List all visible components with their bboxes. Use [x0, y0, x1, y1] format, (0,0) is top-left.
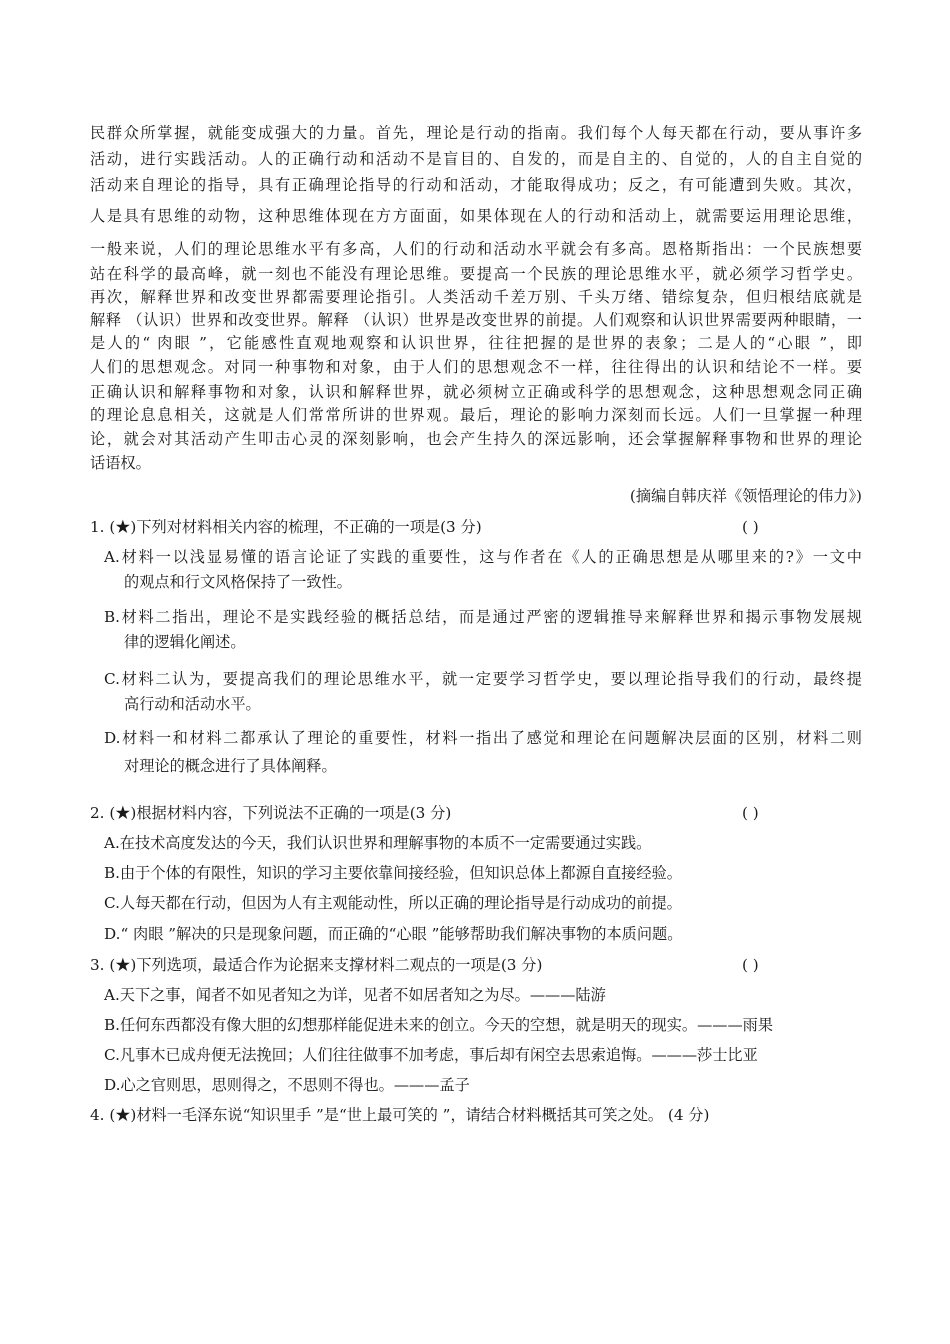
answer-bracket[interactable]: ( )	[742, 956, 759, 974]
q1-option-a-cont: 的观点和行文风格保持了一致性。	[124, 573, 352, 591]
q2-option-c: C.人每天都在行动，但因为人有主观能动性，所以正确的理论指导是行动成功的前提。	[104, 894, 682, 912]
q1-option-a: A.材料一以浅显易懂的语言论证了实践的重要性，这与作者在《人的正确思想是从哪里来的?》一文中	[104, 548, 862, 566]
passage-line: 解释 （认识）世界和改变世界。解释 （认识）世界是改变世界的前提。人们观察和认识世界需要两种眼睛，一	[90, 311, 862, 329]
passage-line: 再次，解释世界和改变世界都需要理论指引。人类活动千差万别、千头万绪、错综复杂，但归根结底就是	[90, 288, 862, 306]
q3-option-a: A.天下之事，闻者不如见者知之为详，见者不如居者知之为尽。———陆游	[104, 986, 606, 1004]
q2-option-b: B.由于个体的有限性，知识的学习主要依靠间接经验，但知识总体上都源自直接经验。	[104, 864, 682, 882]
passage-source: (摘编自韩庆祥《领悟理论的伟力》)	[629, 487, 862, 505]
q2-option-d: D.“ 肉眼 ”解决的只是现象问题，而正确的“心眼 ”能够帮助我们解决事物的本质问题。	[104, 925, 683, 943]
q3-option-b: B.任何东西都没有像大胆的幻想那样能促进未来的创立。今天的空想，就是明天的现实。———雨果	[104, 1016, 774, 1034]
q1-option-d-cont: 对理论的概念进行了具体阐释。	[124, 757, 337, 775]
question-2-stem: 2. (★)根据材料内容，下列说法不正确的一项是(3 分)	[90, 804, 452, 822]
passage-line: 站在科学的最高峰，就一刻也不能没有理论思维。要提高一个民族的理论思维水平，就必须学习哲学史。	[90, 265, 862, 283]
question-1-stem: 1. (★)下列对材料相关内容的梳理，不正确的一项是(3 分)	[90, 518, 482, 536]
answer-bracket[interactable]: ( )	[742, 518, 759, 536]
q1-option-b-cont: 律的逻辑化阐述。	[124, 633, 246, 651]
q3-option-c: C.凡事木已成舟便无法挽回；人们往往做事不加考虑，事后却有闲空去思索追悔。———莎士比亚	[104, 1046, 758, 1064]
passage-line: 活动，进行实践活动。人的正确行动和活动不是盲目的、自发的，而是自主的、自觉的，人的自主自觉的	[90, 150, 862, 168]
passage-line: 的理论息息相关，这就是人们常常所讲的世界观。最后，理论的影响力深刻而长远。人们一旦掌握一种理	[90, 406, 862, 424]
q3-option-d: D.心之官则思，思则得之，不思则不得也。———孟子	[104, 1076, 470, 1094]
passage-line: 人是具有思维的动物，这种思维体现在方方面面，如果体现在人的行动和活动上，就需要运用理论思维，	[90, 207, 862, 225]
passage-line: 人们的思想观念。对同一种事物和对象，由于人们的思想观念不一样，往往得出的认识和结论不一样。要	[90, 358, 862, 376]
q1-option-c: C.材料二认为，要提高我们的理论思维水平，就一定要学习哲学史，要以理论指导我们的行动，最终提	[104, 670, 862, 688]
q1-option-b: B.材料二指出，理论不是实践经验的概括总结，而是通过严密的逻辑推导来解释世界和揭示事物发展规	[104, 608, 862, 626]
passage-line: 活动来自理论的指导，具有正确理论指导的行动和活动，才能取得成功；反之，有可能遭到失败。其次，	[90, 176, 862, 194]
passage-line: 正确认识和解释事物和对象，认识和解释世界，就必须树立正确或科学的思想观念，这种思想观念同正确	[90, 383, 862, 401]
passage-line: 一般来说，人们的理论思维水平有多高，人们的行动和活动水平就会有多高。恩格斯指出：一个民族想要	[90, 240, 862, 258]
passage-line: 是人的“ 肉眼 ”，它能感性直观地观察和认识世界，往往把握的是世界的表象；二是人的“心眼 ”，即	[90, 334, 862, 352]
passage-line: 民群众所掌握，就能变成强大的力量。首先，理论是行动的指南。我们每个人每天都在行动，要从事许多	[90, 124, 862, 142]
answer-bracket[interactable]: ( )	[742, 804, 759, 822]
question-3-stem: 3. (★)下列选项，最适合作为论据来支撑材料二观点的一项是(3 分)	[90, 956, 543, 974]
question-4-stem: 4. (★)材料一毛泽东说“知识里手 ”是“世上最可笑的 ”，请结合材料概括其可笑之处。 (4 分)	[90, 1106, 710, 1124]
passage-line: 论，就会对其活动产生叩击心灵的深刻影响，也会产生持久的深远影响，还会掌握解释事物和世界的理论	[90, 430, 862, 448]
q1-option-c-cont: 高行动和活动水平。	[124, 695, 261, 713]
q2-option-a: A.在技术高度发达的今天，我们认识世界和理解事物的本质不一定需要通过实践。	[104, 834, 652, 852]
passage-line: 话语权。	[90, 454, 151, 472]
q1-option-d: D.材料一和材料二都承认了理论的重要性，材料一指出了感觉和理论在问题解决层面的区别，材料二则	[104, 729, 862, 747]
